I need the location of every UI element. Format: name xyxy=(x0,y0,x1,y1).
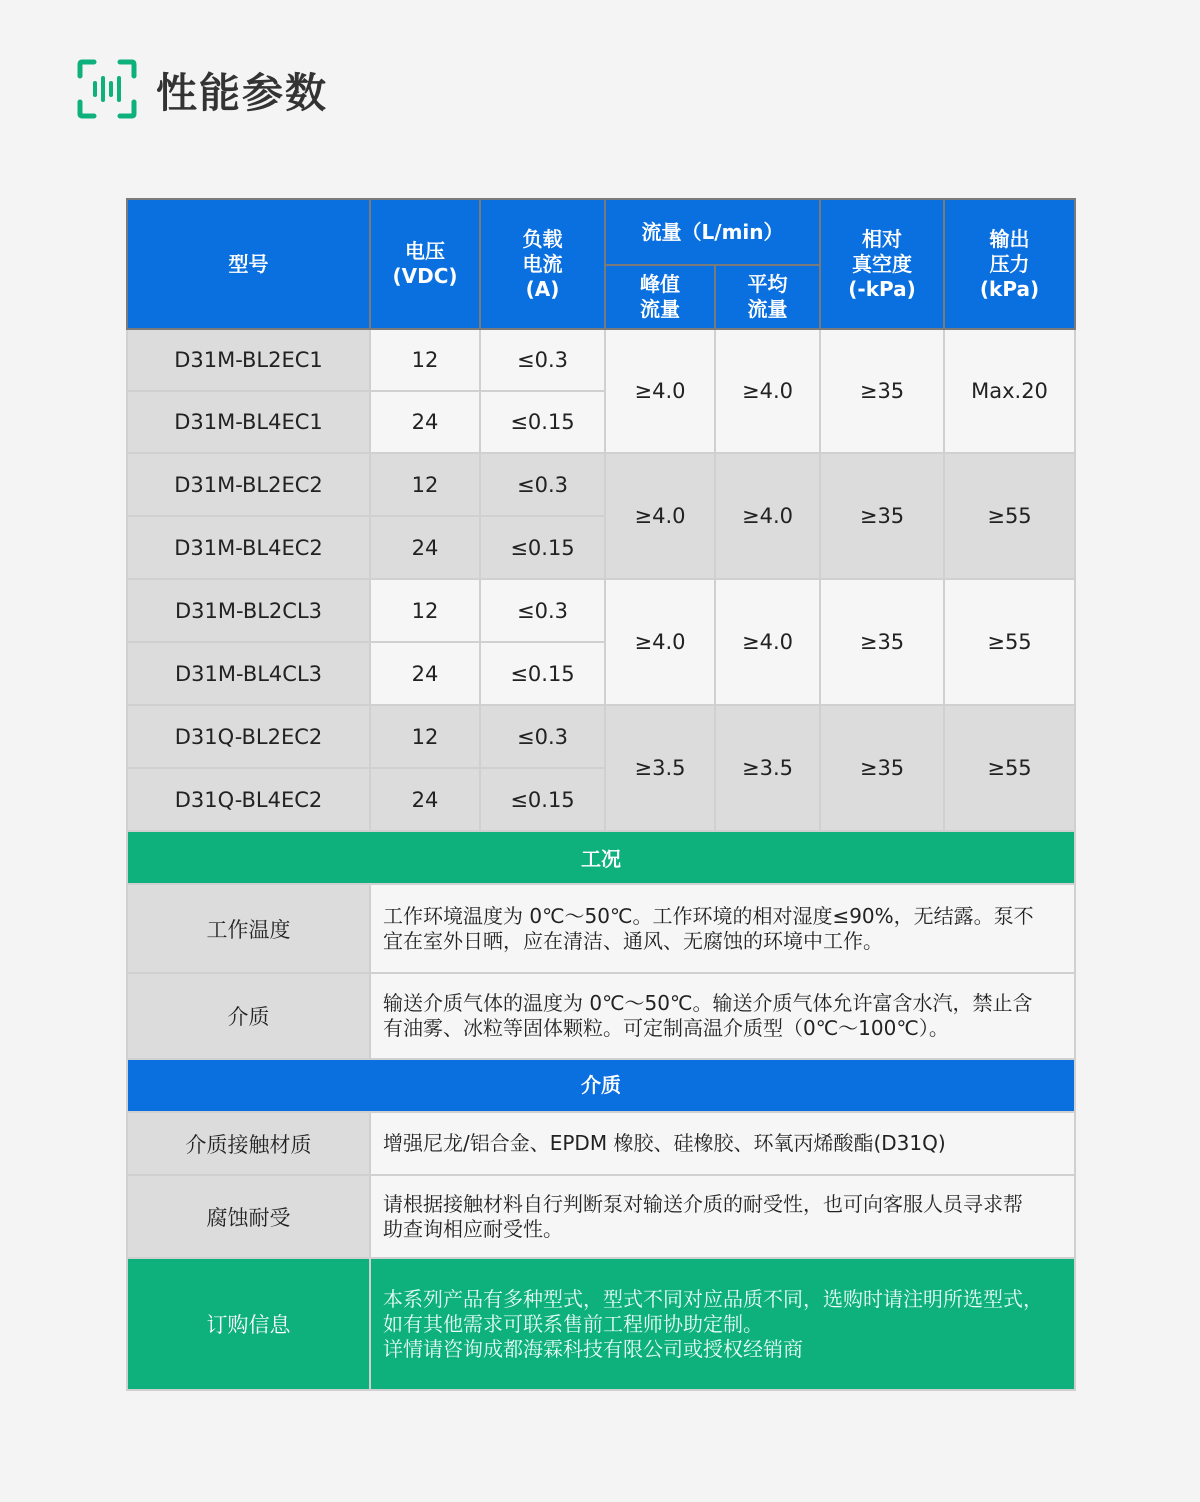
col-header-voltage: 电压 (VDC) xyxy=(370,199,480,329)
vacuum-cell: ≥35 xyxy=(820,579,944,705)
model-cell: D31M-BL2EC2 xyxy=(127,453,370,516)
model-cell: D31M-BL4EC1 xyxy=(127,391,370,453)
pressure-cell: Max.20 xyxy=(944,329,1075,453)
col-header-model: 型号 xyxy=(127,199,370,329)
model-cell: D31M-BL4CL3 xyxy=(127,642,370,705)
peak-flow-cell: ≥4.0 xyxy=(605,453,715,579)
current-cell: ≤0.3 xyxy=(480,705,605,768)
model-cell: D31Q-BL2EC2 xyxy=(127,705,370,768)
col-header-avg-flow: 平均 流量 xyxy=(715,265,820,329)
row-description: 增强尼龙/铝合金、EPDM 橡胶、硅橡胶、环氧丙烯酸酯(D31Q) xyxy=(370,1112,1075,1175)
row-label: 介质 xyxy=(127,973,370,1059)
table-row xyxy=(127,453,1075,516)
ordering-label: 订购信息 xyxy=(127,1258,370,1390)
voltage-cell: 12 xyxy=(370,453,480,516)
vacuum-cell: ≥35 xyxy=(820,329,944,453)
row-label: 工作温度 xyxy=(127,884,370,973)
col-header-pressure: 输出 压力 (kPa) xyxy=(944,199,1075,329)
avg-flow-cell: ≥3.5 xyxy=(715,705,820,831)
vacuum-cell: ≥35 xyxy=(820,453,944,579)
page-title: 性能参数 xyxy=(156,68,328,117)
peak-flow-cell: ≥4.0 xyxy=(605,579,715,705)
voltage-cell: 12 xyxy=(370,705,480,768)
performance-spec-table xyxy=(126,198,1076,1391)
avg-flow-cell: ≥4.0 xyxy=(715,579,820,705)
voltage-cell: 24 xyxy=(370,391,480,453)
media-row xyxy=(127,1175,1075,1258)
pressure-cell: ≥55 xyxy=(944,705,1075,831)
voltage-cell: 24 xyxy=(370,768,480,831)
ordering-row xyxy=(127,1258,1075,1390)
avg-flow-cell: ≥4.0 xyxy=(715,329,820,453)
row-description: 工作环境温度为 0℃～50℃。工作环境的相对湿度≤90%，无结露。泵不 宜在室外日晒，应在清洁、通风、无腐蚀的环境中工作。 xyxy=(370,884,1075,973)
current-cell: ≤0.3 xyxy=(480,579,605,642)
col-header-current: 负载 电流 (A) xyxy=(480,199,605,329)
pressure-cell: ≥55 xyxy=(944,579,1075,705)
section-title-conditions: 工况 xyxy=(127,831,1075,884)
table-row xyxy=(127,579,1075,642)
current-cell: ≤0.15 xyxy=(480,642,605,705)
voltage-cell: 12 xyxy=(370,579,480,642)
current-cell: ≤0.15 xyxy=(480,391,605,453)
ordering-description: 本系列产品有多种型式，型式不同对应品质不同，选购时请注明所选型式， 如有其他需求可联系售前工程师协助定制。 详情请咨询成都海霖科技有限公司或授权经销商 xyxy=(370,1258,1075,1390)
vacuum-cell: ≥35 xyxy=(820,705,944,831)
voltage-cell: 12 xyxy=(370,329,480,391)
voltage-cell: 24 xyxy=(370,642,480,705)
barcode-scan-icon xyxy=(76,58,138,120)
section-title-media: 介质 xyxy=(127,1059,1075,1112)
condition-row xyxy=(127,884,1075,973)
peak-flow-cell: ≥3.5 xyxy=(605,705,715,831)
avg-flow-cell: ≥4.0 xyxy=(715,453,820,579)
col-header-peak-flow: 峰值 流量 xyxy=(605,265,715,329)
col-header-flow: 流量（L/min） xyxy=(605,199,820,265)
current-cell: ≤0.3 xyxy=(480,453,605,516)
page-header xyxy=(76,58,328,120)
model-cell: D31Q-BL4EC2 xyxy=(127,768,370,831)
media-row xyxy=(127,1112,1075,1175)
row-label: 腐蚀耐受 xyxy=(127,1175,370,1258)
table-row xyxy=(127,329,1075,391)
model-cell: D31M-BL2CL3 xyxy=(127,579,370,642)
row-description: 输送介质气体的温度为 0℃～50℃。输送介质气体允许富含水汽，禁止含 有油雾、冰粒等固体颗粒。可定制高温介质型（0℃～100℃）。 xyxy=(370,973,1075,1059)
pressure-cell: ≥55 xyxy=(944,453,1075,579)
current-cell: ≤0.3 xyxy=(480,329,605,391)
row-label: 介质接触材质 xyxy=(127,1112,370,1175)
table-row xyxy=(127,705,1075,768)
condition-row xyxy=(127,973,1075,1059)
voltage-cell: 24 xyxy=(370,516,480,579)
current-cell: ≤0.15 xyxy=(480,516,605,579)
model-cell: D31M-BL2EC1 xyxy=(127,329,370,391)
current-cell: ≤0.15 xyxy=(480,768,605,831)
row-description: 请根据接触材料自行判断泵对输送介质的耐受性，也可向客服人员寻求帮 助查询相应耐受性。 xyxy=(370,1175,1075,1258)
col-header-vacuum: 相对 真空度 (-kPa) xyxy=(820,199,944,329)
model-cell: D31M-BL4EC2 xyxy=(127,516,370,579)
peak-flow-cell: ≥4.0 xyxy=(605,329,715,453)
